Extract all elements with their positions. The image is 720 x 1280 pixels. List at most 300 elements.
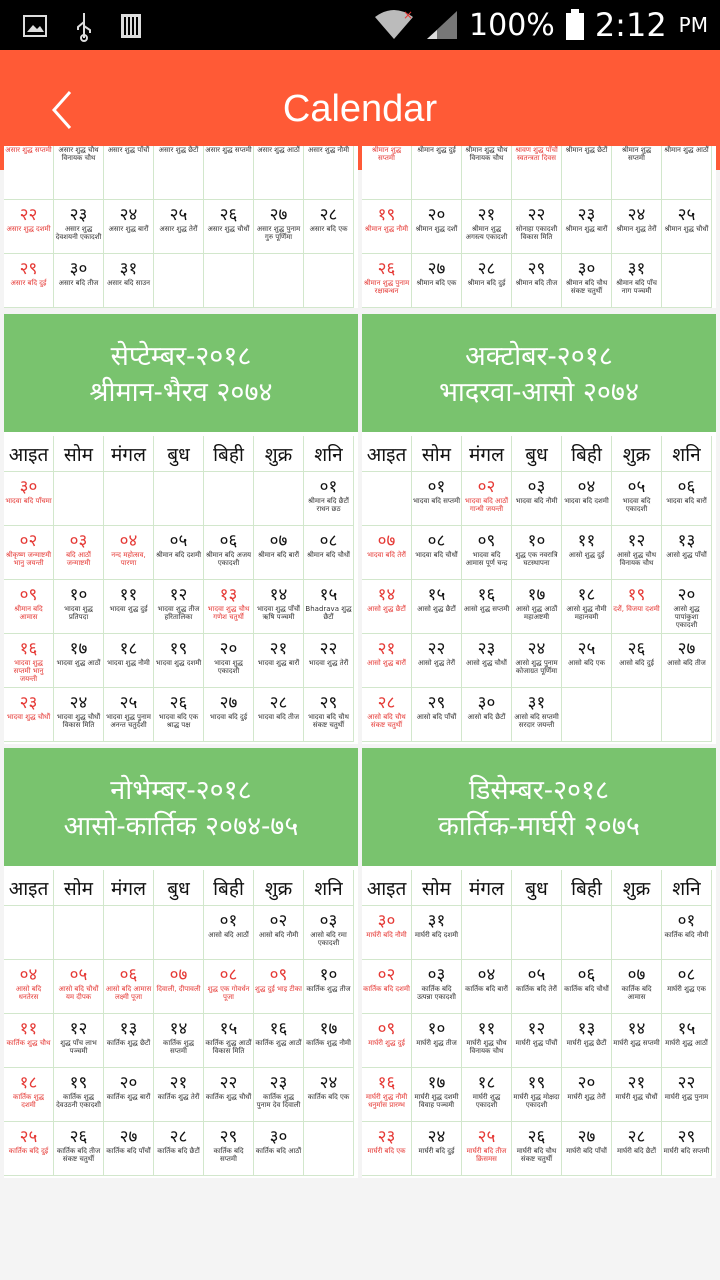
day-note: भादवा शुद्ध चौधौं विकास मिति xyxy=(56,713,101,729)
day-cell[interactable] xyxy=(562,526,612,580)
day-cell[interactable] xyxy=(412,906,462,960)
day-note: भादवा बदि बारौं xyxy=(666,497,707,505)
day-cell[interactable] xyxy=(4,472,54,526)
day-number: १५ xyxy=(219,1019,238,1039)
day-number: २६ xyxy=(69,1127,88,1147)
day-cell[interactable] xyxy=(154,960,204,1014)
day-number: १३ xyxy=(219,585,238,605)
day-cell[interactable] xyxy=(612,634,662,688)
day-number: ०८ xyxy=(427,531,446,551)
day-note: श्रीमान शुद्ध दशौं xyxy=(415,225,458,233)
weekday-label: आइत xyxy=(362,436,412,472)
day-number: २३ xyxy=(19,693,38,713)
day-note: आसो शुद्ध बारौं xyxy=(367,659,406,667)
day-note: दशैं, विजया दशमी xyxy=(613,605,660,613)
day-cell[interactable] xyxy=(512,634,562,688)
gallery-icon xyxy=(22,13,48,39)
day-cell[interactable] xyxy=(562,200,612,254)
day-number: २९ xyxy=(527,259,546,279)
clock-ampm: PM xyxy=(678,13,708,37)
day-cell[interactable] xyxy=(362,1068,412,1122)
day-number: ०५ xyxy=(69,965,88,985)
day-cell[interactable] xyxy=(662,1122,712,1176)
day-cell[interactable] xyxy=(412,634,462,688)
week-row xyxy=(4,1068,354,1122)
week-row xyxy=(4,906,354,960)
week-row xyxy=(362,906,712,960)
day-cell[interactable] xyxy=(362,254,412,308)
day-cell[interactable] xyxy=(154,1014,204,1068)
day-note: मार्घरी शुद्ध एकादशी xyxy=(472,1093,501,1109)
day-number: २२ xyxy=(319,639,338,659)
day-number: २९ xyxy=(427,693,446,713)
day-note: श्रीमान शुद्ध सप्तमी xyxy=(621,146,652,162)
day-note: असार शुद्ध छैटौं xyxy=(158,146,199,154)
weekday-label: शनि xyxy=(662,436,712,472)
day-cell[interactable] xyxy=(412,1068,462,1122)
day-note: कार्तिक शुद्ध दशमी xyxy=(13,1093,44,1109)
day-cell[interactable] xyxy=(4,960,54,1014)
day-cell[interactable] xyxy=(304,1068,354,1122)
day-cell[interactable] xyxy=(512,200,562,254)
day-cell[interactable] xyxy=(54,1122,104,1176)
day-number: २० xyxy=(219,639,238,659)
day-number: १६ xyxy=(477,585,496,605)
day-note: Bhadrava शुद्ध छैटौं xyxy=(305,605,352,621)
day-cell[interactable] xyxy=(4,200,54,254)
day-note: भादवा शुद्ध प्रतिपदा xyxy=(64,605,93,621)
day-cell[interactable] xyxy=(412,1122,462,1176)
month-header xyxy=(362,314,716,432)
day-number: ०५ xyxy=(627,477,646,497)
day-cell[interactable] xyxy=(462,960,512,1014)
day-cell[interactable] xyxy=(154,580,204,634)
day-cell[interactable] xyxy=(612,472,662,526)
day-number: ०९ xyxy=(477,531,496,551)
day-note: श्रीमान शुद्ध चौधौं xyxy=(664,225,709,233)
day-note: आसो बदि दुई xyxy=(619,659,654,667)
day-cell[interactable] xyxy=(304,526,354,580)
day-cell[interactable] xyxy=(304,960,354,1014)
day-cell[interactable] xyxy=(362,200,412,254)
day-cell[interactable] xyxy=(462,1014,512,1068)
day-number: ३१ xyxy=(427,911,446,931)
day-number: १४ xyxy=(269,585,288,605)
day-cell[interactable] xyxy=(662,526,712,580)
day-cell[interactable] xyxy=(204,634,254,688)
day-note: कार्तिक बदि सप्तमी xyxy=(213,1147,244,1163)
day-cell[interactable] xyxy=(254,1014,304,1068)
day-cell[interactable] xyxy=(304,688,354,742)
day-cell[interactable] xyxy=(412,1014,462,1068)
day-number: ०२ xyxy=(269,911,288,931)
day-cell[interactable] xyxy=(612,526,662,580)
day-cell[interactable] xyxy=(362,526,412,580)
day-cell[interactable] xyxy=(462,688,512,742)
day-cell[interactable] xyxy=(412,254,462,308)
day-cell[interactable] xyxy=(612,1014,662,1068)
day-cell[interactable] xyxy=(54,688,104,742)
day-note: आसो बदि आठौं xyxy=(208,931,249,939)
day-cell xyxy=(304,146,354,200)
day-cell[interactable] xyxy=(204,960,254,1014)
week-row xyxy=(4,580,354,634)
day-cell xyxy=(204,472,254,526)
day-cell[interactable] xyxy=(254,526,304,580)
day-cell[interactable] xyxy=(362,634,412,688)
day-grid xyxy=(4,472,354,742)
day-number: १४ xyxy=(627,1019,646,1039)
day-number: ३० xyxy=(477,693,496,713)
day-cell[interactable] xyxy=(662,906,712,960)
day-cell[interactable] xyxy=(512,1122,562,1176)
weekday-header xyxy=(362,436,712,472)
day-note: आसो शुद्ध आठौं महाअष्टमी xyxy=(515,605,558,621)
day-cell[interactable] xyxy=(512,1014,562,1068)
day-number: २५ xyxy=(477,1127,496,1147)
day-cell[interactable] xyxy=(304,580,354,634)
day-cell xyxy=(54,906,104,960)
day-note: कार्तिक बदि दुई xyxy=(8,1147,49,1155)
day-cell[interactable] xyxy=(254,580,304,634)
day-cell[interactable] xyxy=(612,254,662,308)
day-note: कार्तिक शुद्ध आठौं विकास मिति xyxy=(205,1039,252,1055)
day-cell[interactable] xyxy=(204,1068,254,1122)
day-cell[interactable] xyxy=(512,254,562,308)
day-cell[interactable] xyxy=(4,1122,54,1176)
day-cell[interactable] xyxy=(254,200,304,254)
day-note: कार्तिक शुद्ध चौधौं xyxy=(205,1093,252,1101)
partial-month-block xyxy=(4,146,358,308)
day-cell[interactable] xyxy=(562,960,612,1014)
day-cell[interactable] xyxy=(104,1014,154,1068)
day-note: मार्घरी शुद्ध पाँचौं xyxy=(515,1039,558,1047)
day-cell[interactable] xyxy=(254,1122,304,1176)
day-cell[interactable] xyxy=(462,200,512,254)
day-cell xyxy=(254,146,304,200)
day-cell[interactable] xyxy=(54,634,104,688)
day-cell[interactable] xyxy=(254,1068,304,1122)
day-number: २३ xyxy=(269,1073,288,1093)
weekday-label: सोम xyxy=(54,436,104,472)
day-cell[interactable] xyxy=(412,960,462,1014)
day-number: १९ xyxy=(527,1073,546,1093)
day-cell[interactable] xyxy=(54,580,104,634)
day-note: श्रीमान बदि दुई xyxy=(467,279,506,287)
day-note: मार्घरी शुद्ध आठौं xyxy=(665,1039,708,1047)
month-block xyxy=(362,748,716,1178)
day-number: १७ xyxy=(69,639,88,659)
week-row xyxy=(362,1122,712,1176)
day-note: भादवा शुद्ध सप्तमी भानु जयन्ती xyxy=(13,659,44,683)
day-cell[interactable] xyxy=(304,200,354,254)
day-cell[interactable] xyxy=(362,1122,412,1176)
day-cell[interactable] xyxy=(104,1068,154,1122)
day-cell[interactable] xyxy=(204,688,254,742)
day-cell[interactable] xyxy=(54,1014,104,1068)
day-cell[interactable] xyxy=(662,472,712,526)
day-cell[interactable] xyxy=(104,688,154,742)
day-note: मार्घरी बदि दशमी xyxy=(414,931,459,939)
day-cell[interactable] xyxy=(512,580,562,634)
day-number: १४ xyxy=(169,1019,188,1039)
day-cell[interactable] xyxy=(662,1068,712,1122)
day-cell[interactable] xyxy=(204,906,254,960)
day-note: असार शुद्ध चौधौं xyxy=(207,225,250,233)
day-cell[interactable] xyxy=(154,688,204,742)
day-cell[interactable] xyxy=(662,960,712,1014)
day-cell[interactable] xyxy=(4,254,54,308)
week-row xyxy=(362,1068,712,1122)
day-cell[interactable] xyxy=(204,580,254,634)
day-cell[interactable] xyxy=(462,472,512,526)
day-cell[interactable] xyxy=(412,580,462,634)
day-cell[interactable] xyxy=(562,1068,612,1122)
day-note: असार शुद्ध सप्तमी xyxy=(205,146,252,154)
day-cell[interactable] xyxy=(412,200,462,254)
day-cell[interactable] xyxy=(662,580,712,634)
weekday-label: शनि xyxy=(304,870,354,906)
day-note: आसो बदि आमास लक्ष्मी पूजा xyxy=(105,985,152,1001)
day-note: कार्तिक बदि बारौं xyxy=(465,985,508,993)
day-cell[interactable] xyxy=(54,526,104,580)
day-note: कार्तिक शुद्ध चौथ xyxy=(6,1039,51,1047)
day-cell[interactable] xyxy=(362,1014,412,1068)
svg-text:×: × xyxy=(403,8,414,22)
day-cell[interactable] xyxy=(412,472,462,526)
day-cell[interactable] xyxy=(254,906,304,960)
day-cell[interactable] xyxy=(4,1068,54,1122)
week-row xyxy=(362,960,712,1014)
day-cell[interactable] xyxy=(104,580,154,634)
day-cell xyxy=(362,472,412,526)
day-number: १२ xyxy=(69,1019,88,1039)
day-cell[interactable] xyxy=(512,526,562,580)
day-note: भादवा शुद्ध तेरौं xyxy=(308,659,349,667)
day-cell[interactable] xyxy=(304,906,354,960)
day-note: आसो बदि नौमी xyxy=(258,931,299,939)
day-note: भादवा शुद्ध एकादशी xyxy=(214,659,243,675)
day-cell xyxy=(154,254,204,308)
day-cell[interactable] xyxy=(4,580,54,634)
day-number: ११ xyxy=(577,531,596,551)
day-note: बदि आठौं जन्माष्टमी xyxy=(66,551,91,567)
weekday-label: बुध xyxy=(154,870,204,906)
day-cell[interactable] xyxy=(412,688,462,742)
day-note: आसो शुद्ध दुई xyxy=(568,551,605,559)
wifi-icon xyxy=(373,9,415,41)
day-cell xyxy=(362,146,412,200)
day-note: आसो शुद्ध तेरौं xyxy=(417,659,456,667)
day-number: २४ xyxy=(427,1127,446,1147)
day-cell[interactable] xyxy=(304,472,354,526)
day-note: श्रीमान बदि पाँच नाग पञ्चमी xyxy=(616,279,657,295)
day-cell[interactable] xyxy=(462,580,512,634)
day-cell[interactable] xyxy=(204,526,254,580)
month-header xyxy=(362,748,716,866)
day-cell[interactable] xyxy=(612,200,662,254)
day-number: १० xyxy=(527,531,546,551)
day-note: शुद्ध पाँच लाभ पञ्चमी xyxy=(60,1039,97,1055)
day-cell[interactable] xyxy=(562,1122,612,1176)
day-cell[interactable] xyxy=(462,1068,512,1122)
day-cell[interactable] xyxy=(104,960,154,1014)
day-number: ११ xyxy=(477,1019,496,1039)
day-cell[interactable] xyxy=(4,688,54,742)
day-cell[interactable] xyxy=(362,580,412,634)
day-cell[interactable] xyxy=(662,1014,712,1068)
weekday-header xyxy=(4,436,354,472)
day-number: १८ xyxy=(577,585,596,605)
day-note: मार्घरी बदि सप्तमी xyxy=(663,1147,710,1155)
day-number: १७ xyxy=(319,1019,338,1039)
day-cell[interactable] xyxy=(462,254,512,308)
day-note: श्रीमान शुद्ध तेरौं xyxy=(616,225,657,233)
status-bar xyxy=(0,0,720,50)
day-cell[interactable] xyxy=(662,634,712,688)
day-cell[interactable] xyxy=(104,1122,154,1176)
usb-icon xyxy=(74,12,94,40)
month-header xyxy=(4,314,358,432)
day-number: २७ xyxy=(577,1127,596,1147)
day-note: असार बदि साउन xyxy=(107,279,150,287)
day-cell[interactable] xyxy=(512,1068,562,1122)
day-cell[interactable] xyxy=(462,526,512,580)
day-cell[interactable] xyxy=(512,960,562,1014)
day-cell[interactable] xyxy=(254,688,304,742)
day-number: ३१ xyxy=(527,693,546,713)
day-cell[interactable] xyxy=(612,1068,662,1122)
day-cell[interactable] xyxy=(462,1122,512,1176)
month-subtitle: भादरवा-आसो २०७४ xyxy=(438,377,640,408)
day-cell[interactable] xyxy=(54,200,104,254)
day-cell[interactable] xyxy=(204,1014,254,1068)
day-number: १८ xyxy=(477,1073,496,1093)
day-number: २३ xyxy=(577,205,596,225)
day-cell[interactable] xyxy=(154,634,204,688)
day-cell[interactable] xyxy=(4,1014,54,1068)
day-cell[interactable] xyxy=(154,1122,204,1176)
day-cell[interactable] xyxy=(612,580,662,634)
day-cell[interactable] xyxy=(254,960,304,1014)
day-cell[interactable] xyxy=(512,472,562,526)
day-cell[interactable] xyxy=(562,580,612,634)
day-cell[interactable] xyxy=(304,1014,354,1068)
day-cell[interactable] xyxy=(612,960,662,1014)
day-number: १८ xyxy=(119,639,138,659)
day-number: ०२ xyxy=(477,477,496,497)
day-note: आसो शुद्ध पाँचौं xyxy=(666,551,707,559)
day-number: २९ xyxy=(19,259,38,279)
day-note: भादवा बदि नौमी xyxy=(515,497,558,505)
day-note: भादवा बदि दुई xyxy=(209,713,248,721)
day-cell[interactable] xyxy=(462,634,512,688)
calendar-scroll-view[interactable] xyxy=(0,146,720,1280)
day-note: श्रीमान बदि तीज xyxy=(515,279,558,287)
page-title: Calendar xyxy=(282,88,438,130)
day-note: आसो बदि एक xyxy=(568,659,605,667)
day-note: मार्घरी शुद्ध सप्तमी xyxy=(613,1039,660,1047)
day-note: आसो बदि सप्तमी सरदार जयन्ती xyxy=(514,713,559,729)
day-cell[interactable] xyxy=(612,1122,662,1176)
day-number: ११ xyxy=(119,585,138,605)
day-number: ०९ xyxy=(269,965,288,985)
week-row xyxy=(4,1122,354,1176)
day-note: श्रीमान बदि आमास xyxy=(14,605,43,621)
week-row xyxy=(4,1014,354,1068)
day-cell[interactable] xyxy=(4,526,54,580)
day-note: मार्घरी बदि चौथ संकष्ट चतुर्थी xyxy=(516,1147,557,1163)
day-number: १९ xyxy=(377,205,396,225)
day-cell[interactable] xyxy=(104,526,154,580)
week-row xyxy=(4,634,354,688)
day-note: आसो शुद्ध छैटौं xyxy=(367,605,406,613)
day-cell xyxy=(562,688,612,742)
day-cell[interactable] xyxy=(4,634,54,688)
day-cell[interactable] xyxy=(104,634,154,688)
day-note: श्रीमान शुद्ध छैटौं xyxy=(565,146,608,154)
day-cell[interactable] xyxy=(362,960,412,1014)
week-row xyxy=(4,200,354,254)
day-number: २६ xyxy=(169,693,188,713)
week-row xyxy=(362,200,712,254)
day-cell[interactable] xyxy=(304,634,354,688)
day-cell[interactable] xyxy=(154,526,204,580)
day-note: असार शुद्ध बारौं xyxy=(108,225,149,233)
day-number: १६ xyxy=(377,1073,396,1093)
day-cell[interactable] xyxy=(362,906,412,960)
day-cell[interactable] xyxy=(104,200,154,254)
month-block xyxy=(362,314,716,744)
day-number: २७ xyxy=(677,639,696,659)
day-note: भादवा शुद्ध चौथ गणेश चतुर्थी xyxy=(207,605,250,621)
day-cell xyxy=(204,146,254,200)
day-cell[interactable] xyxy=(204,200,254,254)
day-cell[interactable] xyxy=(54,254,104,308)
day-note: भादवा शुद्ध दुई xyxy=(109,605,148,613)
day-cell[interactable] xyxy=(154,1068,204,1122)
day-cell[interactable] xyxy=(412,526,462,580)
day-number: २१ xyxy=(627,1073,646,1093)
day-number: ०९ xyxy=(377,1019,396,1039)
day-number: ०३ xyxy=(427,965,446,985)
day-cell[interactable] xyxy=(562,472,612,526)
day-note: मार्घरी शुद्ध चौथ विनायक चौथ xyxy=(466,1039,507,1055)
week-row xyxy=(362,526,712,580)
day-cell[interactable] xyxy=(562,254,612,308)
day-number: २२ xyxy=(527,205,546,225)
day-cell[interactable] xyxy=(254,634,304,688)
day-cell xyxy=(54,146,104,200)
day-note: शुद्ध एक गोवर्धन पूजा xyxy=(207,985,250,1001)
day-cell[interactable] xyxy=(562,1014,612,1068)
day-cell[interactable] xyxy=(54,960,104,1014)
day-note: असार शुद्ध पाँचौं xyxy=(107,146,150,154)
day-note: कार्तिक बदि तेरौं xyxy=(515,985,557,993)
day-note: कार्तिक बदि उत्पन्ना एकादशी xyxy=(417,985,456,1001)
day-cell[interactable] xyxy=(204,1122,254,1176)
day-cell[interactable] xyxy=(362,688,412,742)
day-cell[interactable] xyxy=(154,200,204,254)
day-cell[interactable] xyxy=(104,254,154,308)
day-cell[interactable] xyxy=(54,1068,104,1122)
day-note: मार्घरी बदि छैटौं xyxy=(616,1147,657,1155)
day-cell[interactable] xyxy=(662,200,712,254)
day-number: ०७ xyxy=(169,965,188,985)
day-note: असार शुद्ध आठौं xyxy=(257,146,300,154)
day-cell[interactable] xyxy=(512,688,562,742)
day-cell[interactable] xyxy=(562,634,612,688)
